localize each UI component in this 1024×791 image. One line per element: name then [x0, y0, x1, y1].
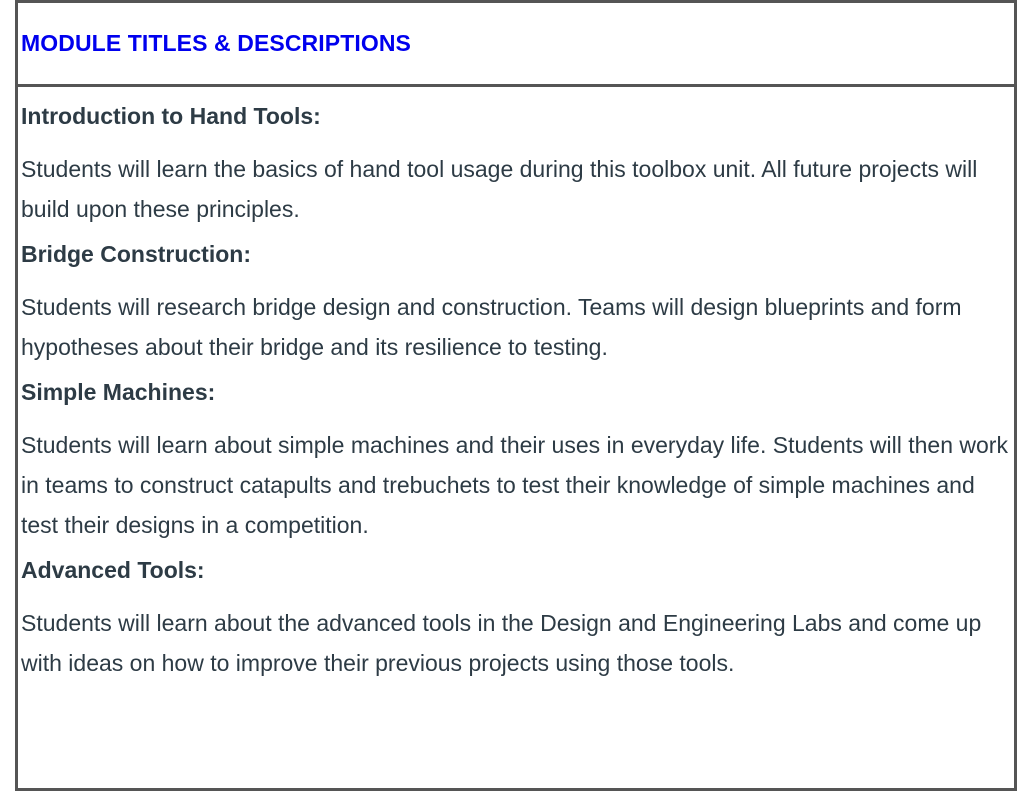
table-header-cell: [15, 0, 1017, 87]
module-item-advanced-tools: [21, 555, 1014, 683]
table-body-cell: [15, 87, 1017, 791]
module-item-bridge-construction: [21, 239, 1014, 367]
module-title: Advanced Tools:: [21, 557, 205, 583]
module-titles-heading: MODULE TITLES & DESCRIPTIONS: [21, 30, 411, 56]
module-description: Students will research bridge design and construction. Teams will design blueprints and form hypotheses about their bridge and its resilience to testing.: [21, 294, 962, 360]
module-title: Simple Machines:: [21, 379, 216, 405]
module-description: Students will learn about simple machines and their uses in everyday life. Students will then work in teams to construct catapults and trebuchets to test their knowledge of simple machines and test their designs in a competition.: [21, 432, 1008, 538]
module-title: Bridge Construction:: [21, 241, 251, 267]
module-description: Students will learn the basics of hand tool usage during this toolbox unit. All future projects will build upon these principles.: [21, 156, 978, 222]
module-title: Introduction to Hand Tools:: [21, 103, 321, 129]
module-item-simple-machines: [21, 377, 1014, 545]
module-table: [15, 0, 1017, 791]
module-description: Students will learn about the advanced tools in the Design and Engineering Labs and come up with ideas on how to improve their previous projects using those tools.: [21, 610, 982, 676]
module-item-hand-tools: [21, 101, 1014, 229]
